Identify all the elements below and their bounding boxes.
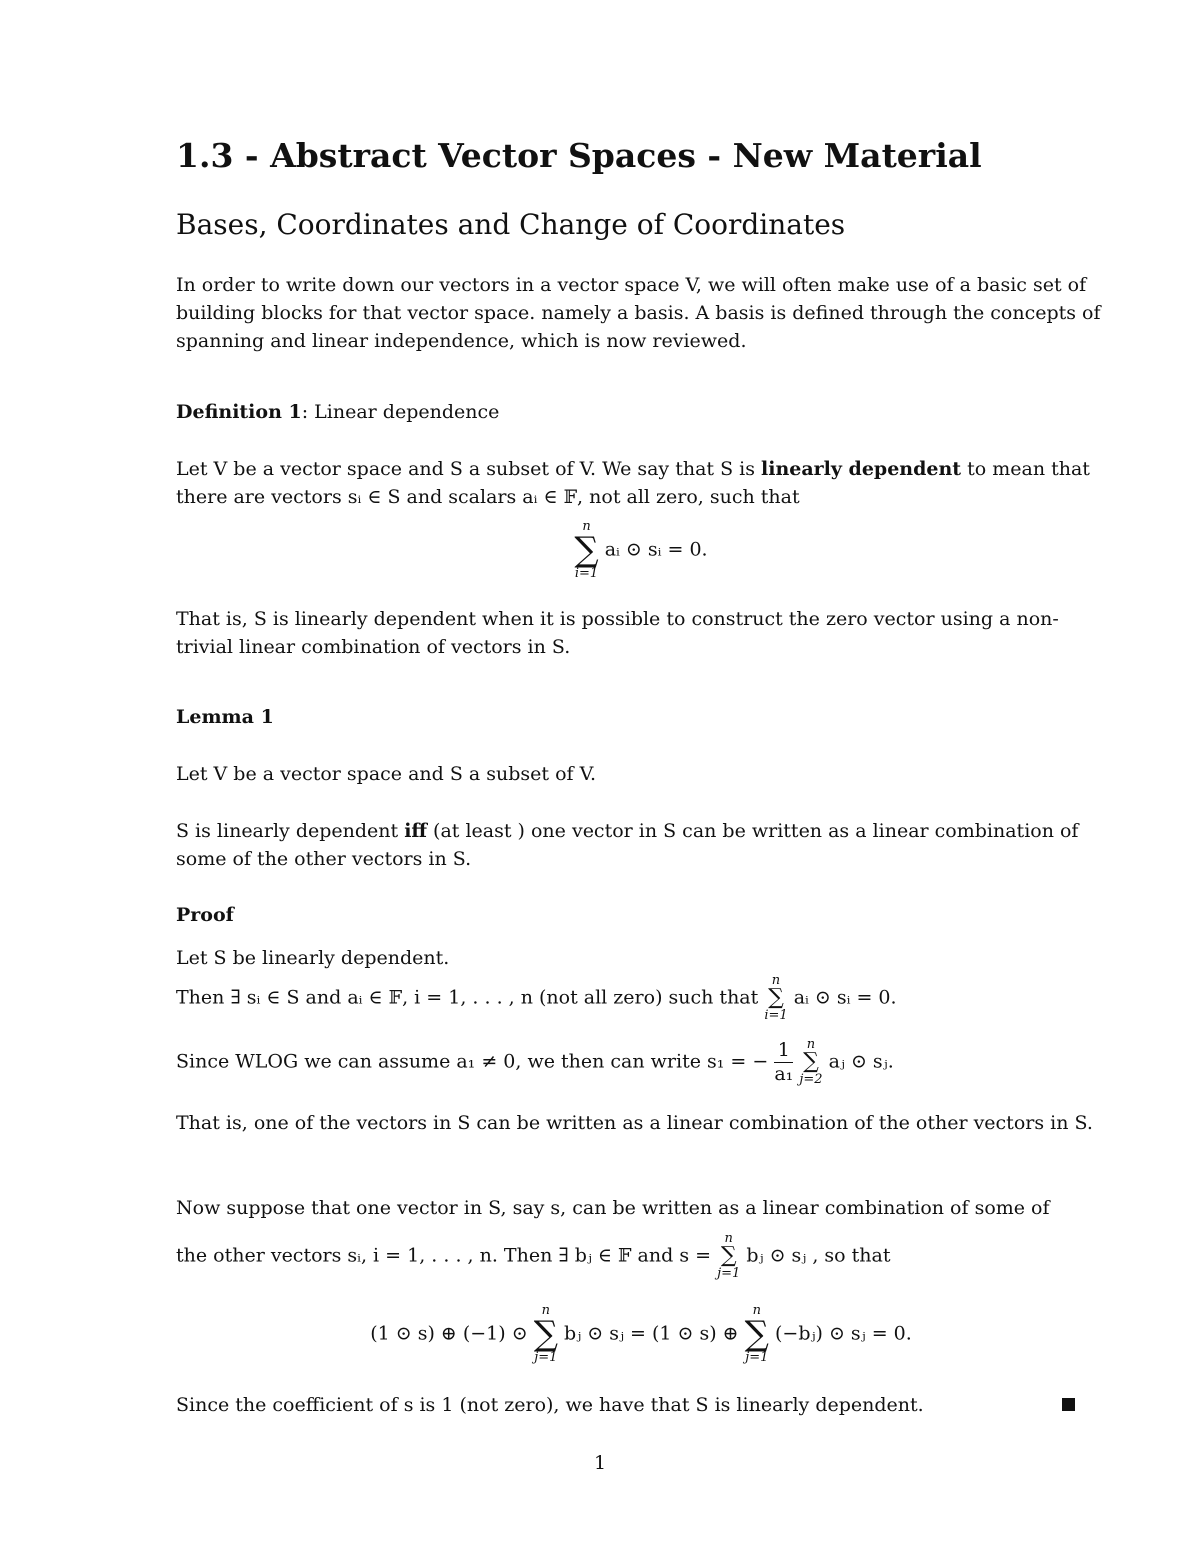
sum-upper-limit: n <box>806 1037 816 1052</box>
proof-line-6-term: bⱼ ⊙ sⱼ , so that <box>746 1244 891 1267</box>
definition-equation <box>176 520 1106 580</box>
proof-line-6 <box>176 1232 1106 1280</box>
definition-text-b: to mean that there are vectors sᵢ ∈ S and scalars aᵢ ∈ 𝔽, not all zero, such that <box>176 458 1090 508</box>
sum-upper-limit: n <box>771 973 781 988</box>
fraction-numerator: 1 <box>774 1041 793 1063</box>
definition-body <box>176 455 1106 511</box>
sum-lower-limit: j=1 <box>534 1350 558 1365</box>
definition-explanation: That is, S is linearly dependent when it is possible to construct the zero vector using a non-trivial linear combination of vectors in S. <box>176 608 1059 658</box>
proof-line-6-text: the other vectors sᵢ, i = 1, . . . , n. Then ∃ bⱼ ∈ 𝔽 and s = <box>176 1244 712 1267</box>
sum-lower-limit: j=1 <box>745 1350 769 1365</box>
lemma-line-1: Let V be a vector space and S a subset of V. <box>176 763 597 785</box>
definition-bold-term: linearly dependent <box>761 458 962 480</box>
summation-symbol: n ∑ j=1 <box>533 1303 558 1365</box>
sum-upper-limit: n <box>724 1231 733 1246</box>
proof-line-3-term: aⱼ ⊙ sⱼ. <box>828 1050 894 1073</box>
sum-upper-limit: n <box>582 519 591 534</box>
page-number: 1 <box>593 1452 607 1474</box>
sum-lower-limit: i=1 <box>574 566 599 581</box>
summation-symbol: n ∑ j=1 <box>717 1231 741 1281</box>
lemma-text-a: S is linearly dependent <box>176 820 405 842</box>
equation-term: aᵢ ⊙ sᵢ = 0. <box>604 538 708 561</box>
proof-equation-part-b: bⱼ ⊙ sⱼ = (1 ⊙ s) ⊕ <box>564 1322 739 1345</box>
proof-line-1: Let S be linearly dependent. <box>176 947 450 969</box>
proof-line-3-text: Since WLOG we can assume a₁ ≠ 0, we then can write s₁ = − <box>176 1050 769 1073</box>
summation-symbol: n ∑ j=1 <box>744 1303 769 1365</box>
definition-text-a: Let V be a vector space and S a subset of V. We say that S is <box>176 458 762 480</box>
proof-line-3 <box>176 1038 1106 1086</box>
fraction <box>774 1038 794 1085</box>
proof-equation-part-c: (−bⱼ) ⊙ sⱼ = 0. <box>774 1322 912 1345</box>
summation-symbol: n ∑ i=1 <box>764 973 788 1023</box>
proof-line-2-term: aᵢ ⊙ sᵢ = 0. <box>793 986 897 1009</box>
proof-equation <box>176 1304 1106 1364</box>
lemma-text-b: (at least ) one vector in S can be written as a linear combination of some of the other vectors in S. <box>176 820 1079 870</box>
page-title: 1.3 - Abstract Vector Spaces - New Material <box>176 136 982 175</box>
lemma-iff: iff <box>404 820 428 842</box>
lemma-heading: Lemma 1 <box>176 706 274 728</box>
proof-line-2 <box>176 974 1106 1022</box>
sum-upper-limit: n <box>541 1303 551 1318</box>
definition-label: Definition 1 <box>176 401 302 423</box>
section-subtitle: Bases, Coordinates and Change of Coordinates <box>176 208 846 241</box>
fraction-denominator: a₁ <box>774 1062 794 1085</box>
proof-conclusion: Since the coefficient of s is 1 (not zero), we have that S is linearly dependent. <box>176 1394 924 1416</box>
definition-name: : Linear dependence <box>301 401 500 423</box>
intro-paragraph: In order to write down our vectors in a vector space V, we will often make use of a basic set of building blocks for that vector space. namely a basis. A basis is defined through the concepts of spanning and linear independence, which is now reviewed. <box>176 274 1101 352</box>
qed-square-icon <box>1062 1398 1075 1411</box>
proof-equation-part-a: (1 ⊙ s) ⊕ (−1) ⊙ <box>370 1322 528 1345</box>
proof-line-5: Now suppose that one vector in S, say s, can be written as a linear combination of some of <box>176 1197 1050 1219</box>
sum-lower-limit: i=1 <box>764 1008 788 1023</box>
sum-upper-limit: n <box>752 1303 761 1318</box>
summation-symbol: n ∑ j=2 <box>799 1037 823 1087</box>
sum-lower-limit: j=1 <box>717 1266 741 1281</box>
summation-symbol: n ∑ i=1 <box>574 519 599 581</box>
lemma-statement <box>176 817 1106 873</box>
sum-lower-limit: j=2 <box>799 1072 823 1087</box>
proof-heading: Proof <box>176 904 234 926</box>
proof-line-2-text: Then ∃ sᵢ ∈ S and aᵢ ∈ 𝔽, i = 1, . . . , n (not all zero) such that <box>176 986 759 1009</box>
proof-line-4: That is, one of the vectors in S can be written as a linear combination of the other vectors in S. <box>176 1112 1093 1134</box>
definition-heading <box>176 398 1106 426</box>
